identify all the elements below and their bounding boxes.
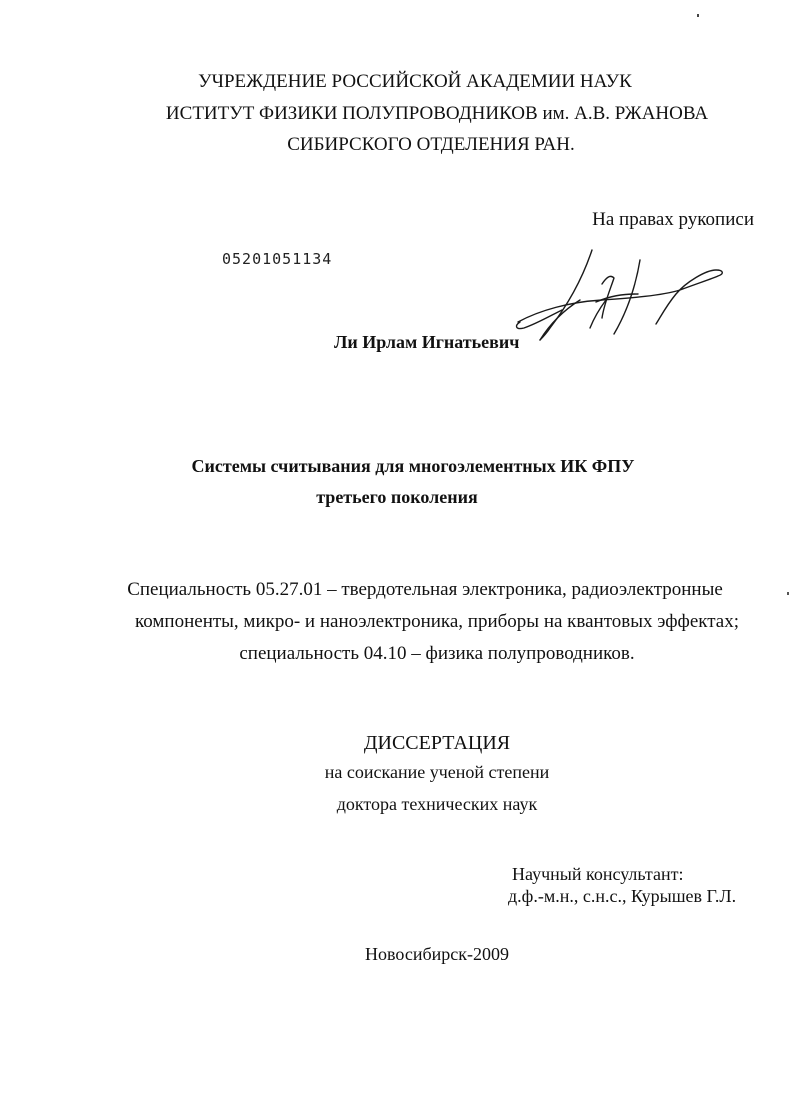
degree-line-1: на соискание ученой степени <box>324 762 550 782</box>
advisor-name: д.ф.-м.н., с.н.с., Курышев Г.Л. <box>508 886 737 906</box>
specialty-line-2: компоненты, микро- и наноэлектроника, приборы на квантовых эффектах; <box>135 611 739 632</box>
registry-code: 05201051134 <box>222 250 333 268</box>
degree-line-2: доктора технических наук <box>336 794 538 814</box>
document-type: ДИССЕРТАЦИЯ <box>363 732 511 754</box>
specialty-line-1: Специальность 05.27.01 – твердотельная электроника, радиоэлектронные <box>127 579 723 600</box>
institution-line-1: УЧРЕЖДЕНИЕ РОССИЙСКОЙ АКАДЕМИИ НАУК <box>198 71 632 92</box>
advisor-label: Научный консультант: <box>512 864 684 884</box>
author-signature <box>510 244 730 354</box>
institution-line-2: ИСТИТУТ ФИЗИКИ ПОЛУПРОВОДНИКОВ им. А.В. РЖАНОВА <box>165 103 709 124</box>
institution-line-3: СИБИРСКОГО ОТДЕЛЕНИЯ РАН. <box>287 134 575 155</box>
scan-speck <box>697 14 699 17</box>
place-year: Новосибирск-2009 <box>365 944 509 964</box>
specialty-line-3: специальность 04.10 – физика полупроводников. <box>239 643 635 664</box>
dissertation-title-line-2: третьего поколения <box>316 487 478 507</box>
manuscript-note: На правах рукописи <box>592 209 754 230</box>
author-name: Ли Ирлам Игнатьевич <box>334 332 520 352</box>
dissertation-title-line-1: Системы считывания для многоэлементных ИК ФПУ <box>191 456 635 476</box>
